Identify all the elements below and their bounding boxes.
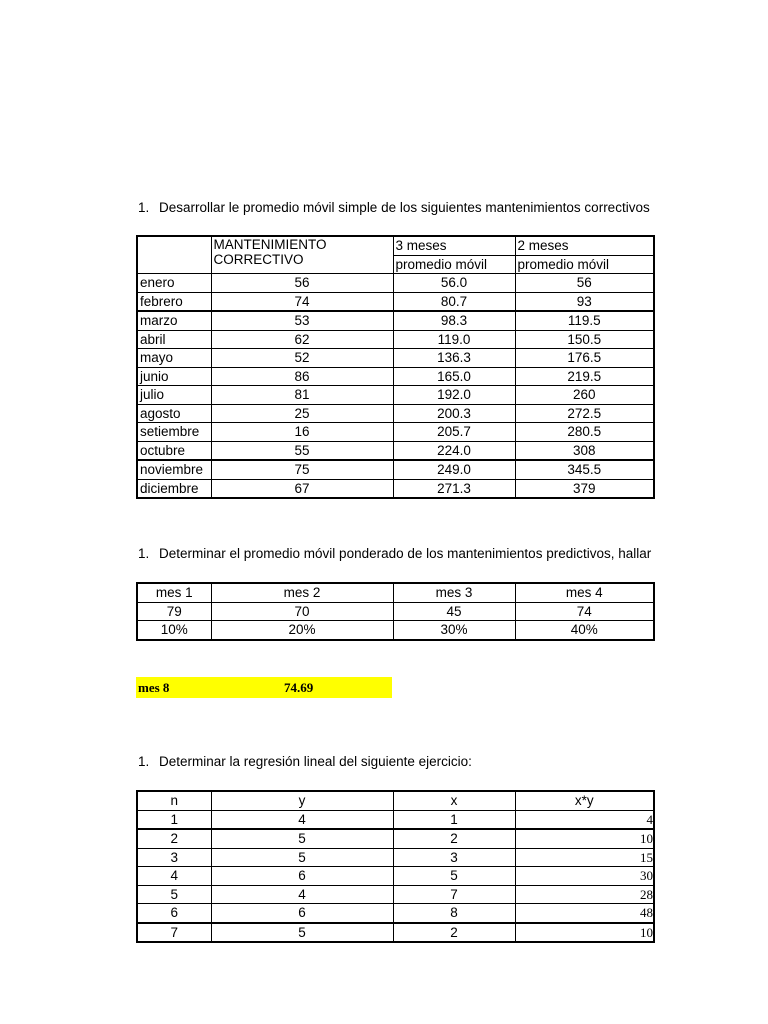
y-cell: 4 bbox=[211, 810, 393, 829]
value-cell: 55 bbox=[211, 441, 393, 460]
weighted-weight-cell: 20% bbox=[211, 621, 393, 640]
table-row bbox=[137, 810, 654, 829]
x-cell: 2 bbox=[393, 829, 515, 848]
regression-header-cell: x bbox=[393, 791, 515, 810]
section3-heading-text: Determinar la regresión lineal del siguiente ejercicio: bbox=[159, 754, 472, 769]
value-cell: 25 bbox=[211, 404, 393, 423]
avg3-cell: 165.0 bbox=[393, 367, 515, 386]
avg3-cell: 192.0 bbox=[393, 386, 515, 405]
weighted-value-cell: 74 bbox=[515, 602, 654, 621]
y-cell: 6 bbox=[211, 867, 393, 886]
table-row bbox=[137, 923, 654, 943]
weighted-weights-row bbox=[137, 621, 654, 640]
table-row bbox=[137, 349, 654, 368]
regression-header-cell: n bbox=[137, 791, 211, 810]
value-cell: 53 bbox=[211, 311, 393, 330]
xy-cell: 10 bbox=[515, 829, 654, 848]
value-cell: 81 bbox=[211, 386, 393, 405]
xy-cell: 28 bbox=[515, 885, 654, 904]
table-row bbox=[137, 441, 654, 460]
table-row bbox=[137, 829, 654, 848]
avg3-cell: 224.0 bbox=[393, 441, 515, 460]
table-row bbox=[137, 274, 654, 293]
moving-average-table bbox=[136, 235, 655, 499]
table-row bbox=[137, 367, 654, 386]
n-cell: 5 bbox=[137, 885, 211, 904]
regression-header-cell: x*y bbox=[515, 791, 654, 810]
x-cell: 2 bbox=[393, 923, 515, 943]
n-cell: 1 bbox=[137, 810, 211, 829]
month-cell: marzo bbox=[137, 311, 211, 330]
avg2-cell: 345.5 bbox=[515, 460, 654, 479]
avg3-cell: 200.3 bbox=[393, 404, 515, 423]
n-cell: 7 bbox=[137, 923, 211, 943]
xy-cell: 48 bbox=[515, 904, 654, 923]
n-cell: 6 bbox=[137, 904, 211, 923]
header-mantenimiento: MANTENIMIENTO CORRECTIVO bbox=[211, 236, 393, 274]
section2-heading-text: Determinar el promedio móvil ponderado de los mantenimientos predictivos, hallar bbox=[159, 546, 652, 561]
avg2-cell: 280.5 bbox=[515, 423, 654, 442]
y-cell: 6 bbox=[211, 904, 393, 923]
regression-header-row bbox=[137, 791, 654, 810]
weighted-header-cell: mes 3 bbox=[393, 583, 515, 602]
section1-heading-text: Desarrollar le promedio móvil simple de los siguientes mantenimientos correctivos bbox=[159, 200, 650, 215]
table-row bbox=[137, 386, 654, 405]
avg3-cell: 98.3 bbox=[393, 311, 515, 330]
month-cell: julio bbox=[137, 386, 211, 405]
section2-number: 1. bbox=[138, 546, 150, 561]
x-cell: 7 bbox=[393, 885, 515, 904]
value-cell: 86 bbox=[211, 367, 393, 386]
table-row bbox=[137, 867, 654, 886]
table-row bbox=[137, 292, 654, 311]
weighted-header-cell: mes 1 bbox=[137, 583, 211, 602]
y-cell: 5 bbox=[211, 848, 393, 867]
avg2-cell: 93 bbox=[515, 292, 654, 311]
month-cell: agosto bbox=[137, 404, 211, 423]
table-row bbox=[137, 423, 654, 442]
month-cell: mayo bbox=[137, 349, 211, 368]
regression-table bbox=[136, 790, 655, 943]
table-row bbox=[137, 885, 654, 904]
result-label: mes 8 bbox=[138, 680, 170, 695]
x-cell: 8 bbox=[393, 904, 515, 923]
moving-average-body bbox=[137, 274, 654, 499]
avg2-cell: 260 bbox=[515, 386, 654, 405]
table-row bbox=[137, 330, 654, 349]
x-cell: 1 bbox=[393, 810, 515, 829]
table-row bbox=[137, 311, 654, 330]
section3-number: 1. bbox=[138, 754, 150, 769]
x-cell: 5 bbox=[393, 867, 515, 886]
n-cell: 4 bbox=[137, 867, 211, 886]
section1-heading-clip bbox=[0, 199, 653, 219]
y-cell: 5 bbox=[211, 923, 393, 943]
month-cell: febrero bbox=[137, 292, 211, 311]
n-cell: 3 bbox=[137, 848, 211, 867]
weighted-value-cell: 70 bbox=[211, 602, 393, 621]
xy-cell: 30 bbox=[515, 867, 654, 886]
y-cell: 4 bbox=[211, 885, 393, 904]
table-header-row bbox=[137, 236, 654, 255]
avg3-cell: 119.0 bbox=[393, 330, 515, 349]
result-value: 74.69 bbox=[284, 680, 314, 695]
header-2-meses: 2 meses bbox=[515, 236, 654, 255]
xy-cell: 4 bbox=[515, 810, 654, 829]
avg2-cell: 219.5 bbox=[515, 367, 654, 386]
weighted-values-row bbox=[137, 602, 654, 621]
weighted-value-cell: 79 bbox=[137, 602, 211, 621]
section2-heading bbox=[138, 546, 651, 562]
avg2-cell: 119.5 bbox=[515, 311, 654, 330]
header-3-meses: 3 meses bbox=[393, 236, 515, 255]
weighted-header-cell: mes 4 bbox=[515, 583, 654, 602]
weighted-weight-cell: 30% bbox=[393, 621, 515, 640]
weighted-header-cell: mes 2 bbox=[211, 583, 393, 602]
avg3-cell: 56.0 bbox=[393, 274, 515, 293]
avg2-cell: 56 bbox=[515, 274, 654, 293]
table-row bbox=[137, 404, 654, 423]
avg2-cell: 272.5 bbox=[515, 404, 654, 423]
regression-body bbox=[137, 810, 654, 942]
section2-heading-clip bbox=[0, 545, 653, 565]
weighted-result-highlight bbox=[136, 677, 392, 698]
xy-cell: 15 bbox=[515, 848, 654, 867]
regression-header-cell: y bbox=[211, 791, 393, 810]
avg3-cell: 249.0 bbox=[393, 460, 515, 479]
value-cell: 56 bbox=[211, 274, 393, 293]
month-cell: enero bbox=[137, 274, 211, 293]
y-cell: 5 bbox=[211, 829, 393, 848]
xy-cell: 10 bbox=[515, 923, 654, 943]
weighted-weight-cell: 10% bbox=[137, 621, 211, 640]
avg3-cell: 271.3 bbox=[393, 479, 515, 498]
month-cell: setiembre bbox=[137, 423, 211, 442]
value-cell: 67 bbox=[211, 479, 393, 498]
avg3-cell: 80.7 bbox=[393, 292, 515, 311]
month-cell: noviembre bbox=[137, 460, 211, 479]
value-cell: 62 bbox=[211, 330, 393, 349]
avg2-cell: 379 bbox=[515, 479, 654, 498]
weighted-value-cell: 45 bbox=[393, 602, 515, 621]
table-row bbox=[137, 848, 654, 867]
avg3-cell: 136.3 bbox=[393, 349, 515, 368]
table-row bbox=[137, 479, 654, 498]
table-row bbox=[137, 460, 654, 479]
table-row bbox=[137, 904, 654, 923]
value-cell: 75 bbox=[211, 460, 393, 479]
section1-heading bbox=[138, 200, 650, 216]
month-cell: abril bbox=[137, 330, 211, 349]
avg2-cell: 176.5 bbox=[515, 349, 654, 368]
weighted-weight-cell: 40% bbox=[515, 621, 654, 640]
value-cell: 74 bbox=[211, 292, 393, 311]
x-cell: 3 bbox=[393, 848, 515, 867]
value-cell: 16 bbox=[211, 423, 393, 442]
section3-heading bbox=[138, 754, 472, 770]
header-empty-cell bbox=[137, 236, 211, 274]
avg3-cell: 205.7 bbox=[393, 423, 515, 442]
section1-number: 1. bbox=[138, 200, 150, 215]
month-cell: diciembre bbox=[137, 479, 211, 498]
n-cell: 2 bbox=[137, 829, 211, 848]
weighted-header-row bbox=[137, 583, 654, 602]
avg2-cell: 308 bbox=[515, 441, 654, 460]
month-cell: junio bbox=[137, 367, 211, 386]
subheader-promedio-3: promedio móvil bbox=[393, 255, 515, 274]
weighted-average-table bbox=[136, 582, 655, 641]
avg2-cell: 150.5 bbox=[515, 330, 654, 349]
month-cell: octubre bbox=[137, 441, 211, 460]
subheader-promedio-2: promedio móvil bbox=[515, 255, 654, 274]
value-cell: 52 bbox=[211, 349, 393, 368]
section3-heading-clip bbox=[0, 753, 653, 773]
